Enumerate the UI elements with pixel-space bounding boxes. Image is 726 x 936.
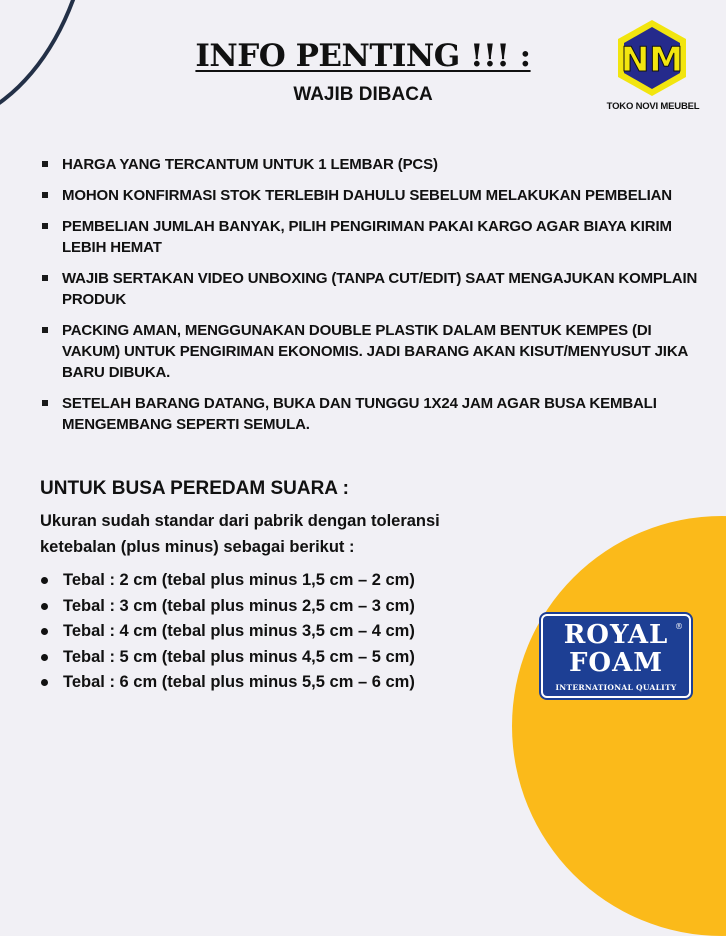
foam-section-heading: UNTUK BUSA PEREDAM SUARA : [40,478,349,499]
round-bullet-icon [41,628,48,635]
square-bullet-icon [42,192,48,198]
decorative-yellow-circle [512,516,726,936]
notice-item: HARGA YANG TERCANTUM UNTUK 1 LEMBAR (PCS) [42,154,702,175]
round-bullet-icon [41,603,48,610]
foam-section-description: Ukuran sudah standar dari pabrik dengan toleransi ketebalan (plus minus) sebagai berikut : [40,512,440,556]
royal-foam-logo [541,614,691,698]
notice-list [42,154,702,445]
thickness-item: Tebal : 5 cm (tebal plus minus 4,5 cm – 5 cm) [40,645,415,671]
page-subtitle: WAJIB DIBACA [293,84,433,105]
page-title: INFO PENTING !!! : [195,38,531,74]
notice-item: SETELAH BARANG DATANG, BUKA DAN TUNGGU 1X24 JAM AGAR BUSA KEMBALI MENGEMBANG SEPERTI SEMULA. [42,393,702,435]
thickness-item: Tebal : 2 cm (tebal plus minus 1,5 cm – 2 cm) [40,568,415,594]
square-bullet-icon [42,275,48,281]
toko-novi-meubel-logo-icon [612,18,692,98]
thickness-item: Tebal : 4 cm (tebal plus minus 3,5 cm – 4 cm) [40,619,415,645]
thickness-list [40,568,415,696]
notice-item: PEMBELIAN JUMLAH BANYAK, PILIH PENGIRIMAN PAKAI KARGO AGAR BIAYA KIRIM LEBIH HEMAT [42,216,702,258]
round-bullet-icon [41,654,48,661]
royal-logo-line2: FOAM [568,648,664,678]
square-bullet-icon [42,223,48,229]
royal-logo-line1: ROYAL [563,620,669,650]
notice-item: MOHON KONFIRMASI STOK TERLEBIH DAHULU SEBELUM MELAKUKAN PEMBELIAN [42,185,702,206]
round-bullet-icon [41,577,48,584]
square-bullet-icon [42,400,48,406]
notice-item: WAJIB SERTAKAN VIDEO UNBOXING (TANPA CUT/EDIT) SAAT MENGAJUKAN KOMPLAIN PRODUK [42,268,702,310]
brand-name: TOKO NOVI MEUBEL [606,101,700,112]
logo-monogram: NM [620,40,684,80]
thickness-item: Tebal : 6 cm (tebal plus minus 5,5 cm – 6 cm) [40,670,415,696]
notice-item: PACKING AMAN, MENGGUNAKAN DOUBLE PLASTIK DALAM BENTUK KEMPES (DI VAKUM) UNTUK PENGIRIMAN EKONOMIS. JADI BARANG AKAN KISUT/MENYUSUT JIKA BARU DIBUKA. [42,320,702,383]
registered-mark: ® [675,622,683,631]
square-bullet-icon [42,161,48,167]
round-bullet-icon [41,679,48,686]
thickness-item: Tebal : 3 cm (tebal plus minus 2,5 cm – 3 cm) [40,594,415,620]
royal-logo-tagline: INTERNATIONAL QUALITY [555,683,677,692]
square-bullet-icon [42,327,48,333]
